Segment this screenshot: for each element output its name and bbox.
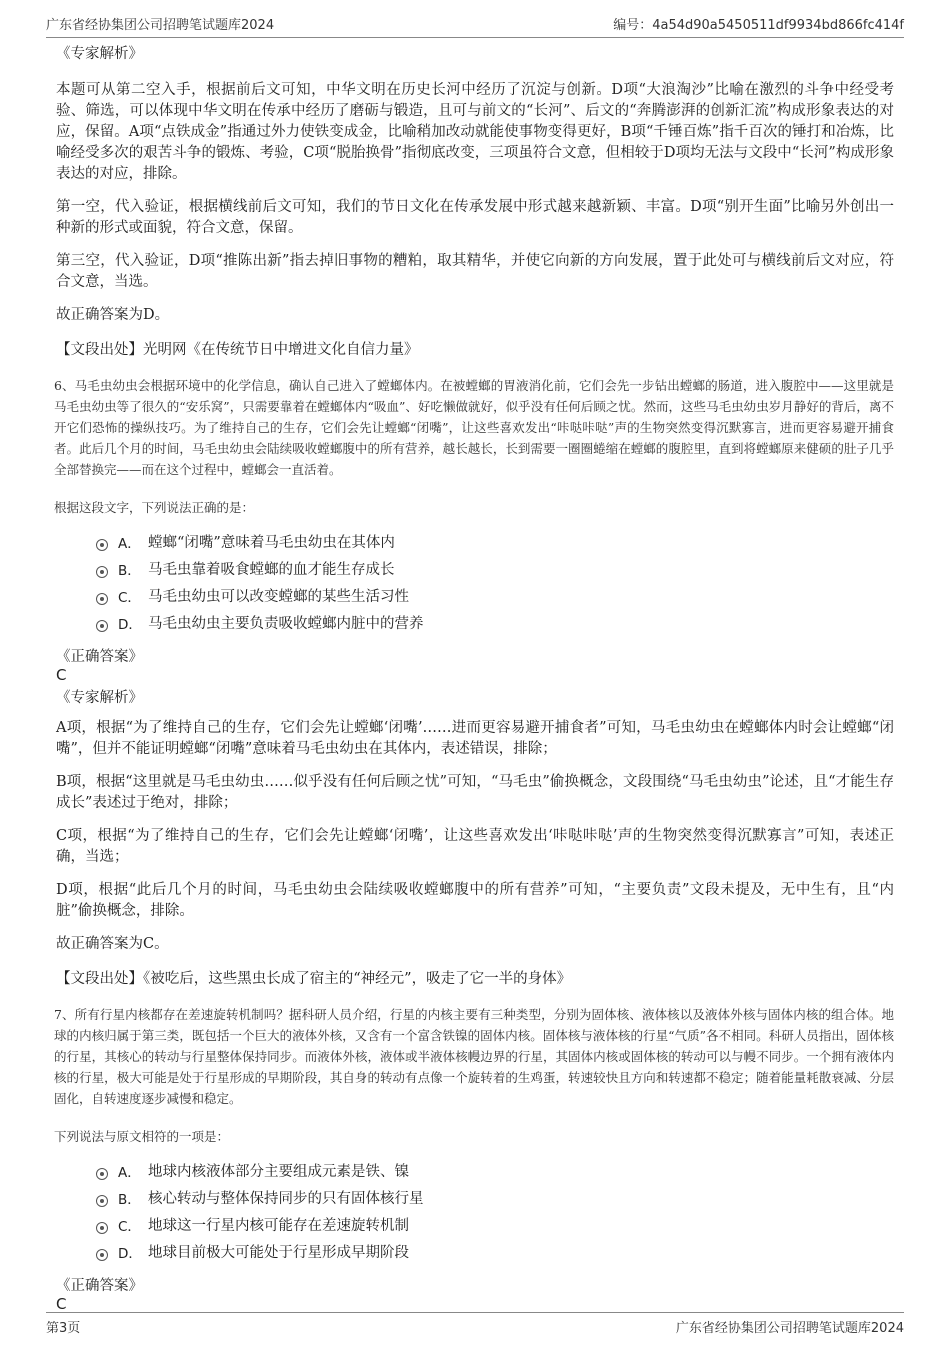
question-6-analysis-paragraph: B项，根据“这里就是马毛虫幼虫……似乎没有任何后顾之忧”可知，“马毛虫”偷换概念，文段围绕“马毛虫幼虫”论述，且“才能生存成长”表述过于绝对，排除； [56,774,894,811]
document-id: 编号：4a54d90a5450511df9934bd866fc414f [613,18,904,33]
option-text: 地球内核液体部分主要组成元素是铁、镍 [148,1164,409,1180]
option-text: 马毛虫幼虫可以改变螳螂的某些生活习性 [148,589,409,605]
option-text: 螳螂“闭嘴”意味着马毛虫幼虫在其体内 [148,535,395,551]
prev-analysis-paragraph: 本题可从第二空入手，根据前后文可知，中华文明在历史长河中经历了沉淀与创新。D项“大浪淘沙”比喻在激烈的斗争中经受考验、筛选，可以体现中华文明在传承中经历了磨砺与锻造，且可与前文的“长河”、后文的“奔腾澎湃的创新汇流”构成形象表达的对应，保留。A项“点铁成金”指通过外力使铁变成金，比喻稍加改动就能使事物变得更好，B项“千锤百炼”指千百次的锤打和冶炼，比喻经受多次的艰苦斗争的锻炼、考验，C项“脱胎换骨”指彻底改变，三项虽符合文意，但相较于D项均无法与文段中“长河”构成形象表达的对应，排除。 [56,82,894,182]
prev-analysis-label: 《专家解析》 [56,46,143,62]
question-6-analysis-paragraph: C项，根据“为了维持自己的生存，它们会先让螳螂‘闭嘴’，让这些喜欢发出‘咔哒咔哒’声的生物突然变得沉默寡言”可知，表述正确，当选； [56,828,894,865]
radio-icon[interactable] [96,1222,108,1234]
question-6-option-a[interactable] [96,528,894,555]
radio-icon[interactable] [96,593,108,605]
question-6-prompt: 根据这段文字，下列说法正确的是： [54,500,255,515]
question-7-answer-label: 《正确答案》 [56,1278,143,1294]
option-text: 马毛虫靠着吸食螳螂的血才能生存成长 [148,562,395,578]
option-key: C． [118,589,141,606]
header-title: 广东省经协集团公司招聘笔试题库2024 [46,18,275,33]
prev-analysis-paragraph: 第一空，代入验证，根据横线前后文可知，我们的节日文化在传承发展中形式越来越新颖、丰富。D项“别开生面”比喻另外创出一种新的形式或面貌，符合文意，保留。 [56,199,894,236]
radio-icon[interactable] [96,566,108,578]
question-6-option-c[interactable] [96,582,894,609]
question-6-option-b[interactable] [96,555,894,582]
question-6-answer: C [56,666,67,684]
page-header [46,14,904,38]
option-text: 马毛虫幼虫主要负责吸收螳螂内脏中的营养 [148,616,424,632]
question-7-answer: C [56,1295,67,1313]
radio-icon[interactable] [96,1195,108,1207]
question-6-option-d[interactable] [96,609,894,636]
question-6-analysis-label: 《专家解析》 [56,690,143,706]
option-text: 地球这一行星内核可能存在差速旋转机制 [148,1218,409,1234]
option-key: C． [118,1218,141,1235]
prev-source: 【文段出处】光明网《在传统节日中增进文化自信力量》 [56,342,419,358]
prev-analysis-paragraph: 第三空，代入验证，D项“推陈出新”指去掉旧事物的糟粕，取其精华，并使它向新的方向发展，置于此处可与横线前后文对应，符合文意，当选。 [56,253,894,290]
page-footer [46,1312,904,1336]
question-6-analysis-paragraph: A项，根据“为了维持自己的生存，它们会先让螳螂‘闭嘴’……进而更容易避开捕食者”可知，马毛虫幼虫在螳螂体内时会让螳螂“闭嘴”，但并不能证明螳螂“闭嘴”意味着马毛虫幼虫在其体内，表述错误，排除； [56,720,894,757]
option-key: B． [118,1191,141,1208]
option-key: A． [118,535,141,552]
question-7-option-a[interactable] [96,1157,894,1184]
question-7-prompt: 下列说法与原文相符的一项是： [54,1129,230,1144]
option-key: A． [118,1164,141,1181]
prev-answer-conclusion: 故正确答案为D。 [56,307,170,323]
question-6-analysis-paragraph: D项，根据“此后几个月的时间，马毛虫幼虫会陆续吸收螳螂腹中的所有营养”可知，“主要负责”文段未提及，无中生有，且“内脏”偷换概念，排除。 [56,882,894,919]
page-number: 第3页 [46,1321,81,1336]
radio-icon[interactable] [96,539,108,551]
question-7-option-b[interactable] [96,1184,894,1211]
option-key: B． [118,562,141,579]
page-content [56,44,894,1313]
option-key: D． [118,616,142,633]
option-text: 地球目前极大可能处于行星形成早期阶段 [148,1245,409,1261]
radio-icon[interactable] [96,1249,108,1261]
question-7-option-d[interactable] [96,1238,894,1265]
option-key: D． [118,1245,142,1262]
option-text: 核心转动与整体保持同步的只有固体核行星 [148,1191,424,1207]
radio-icon[interactable] [96,620,108,632]
question-6-text: 6、马毛虫幼虫会根据环境中的化学信息，确认自己进入了螳螂体内。在被螳螂的胃液消化前，它们会先一步钻出螳螂的肠道，进入腹腔中——这里就是马毛虫幼虫等了很久的“安乐窝”，只需要靠着在螳螂体内“吸血”、好吃懒做就好，似乎没有任何后顾之忧。然而，这些马毛虫幼虫岁月静好的背后，离不开它们恐怖的操纵技巧。为了维持自己的生存，它们会先让螳螂“闭嘴”，让这些喜欢发出“咔哒咔哒”声的生物突然变得沉默寡言，进而更容易避开捕食者。此后几个月的时间，马毛虫幼虫会陆续吸收螳螂腹中的所有营养，越长越长，长到需要一圈圈蜷缩在螳螂的腹腔里，直到将螳螂原来健硕的肚子几乎全部替换完——而在这个过程中，螳螂会一直活着。 [54,378,894,477]
question-6-source: 【文段出处】《被吃后，这些黑虫长成了宿主的“神经元”，吸走了它一半的身体》 [56,971,572,987]
radio-icon[interactable] [96,1168,108,1180]
question-6-answer-conclusion: 故正确答案为C。 [56,936,169,952]
question-7-text: 7、所有行星内核都存在差速旋转机制吗？据科研人员介绍，行星的内核主要有三种类型，分别为固体核、液体核以及液体外核与固体内核的组合体。地球的内核归属于第三类，既包括一个巨大的液体外核，又含有一个富含铁镍的固体内核。固体核与液体核的行星“气质”各不相同。科研人员指出，固体核的行星，其核心的转动与行星整体保持同步。而液体外核，液体或半液体核幔边界的行星，其固体内核或固体核的转动可以与幔不同步。一个拥有液体内核的行星，极大可能是处于行星形成的早期阶段，其自身的转动有点像一个旋转着的生鸡蛋，转速较快且方向和转速都不稳定；随着能量耗散衰减、分层固化，自转速度逐步减慢和稳定。 [54,1007,894,1106]
question-7-option-c[interactable] [96,1211,894,1238]
question-6-answer-label: 《正确答案》 [56,649,143,665]
footer-title: 广东省经协集团公司招聘笔试题库2024 [675,1321,904,1336]
